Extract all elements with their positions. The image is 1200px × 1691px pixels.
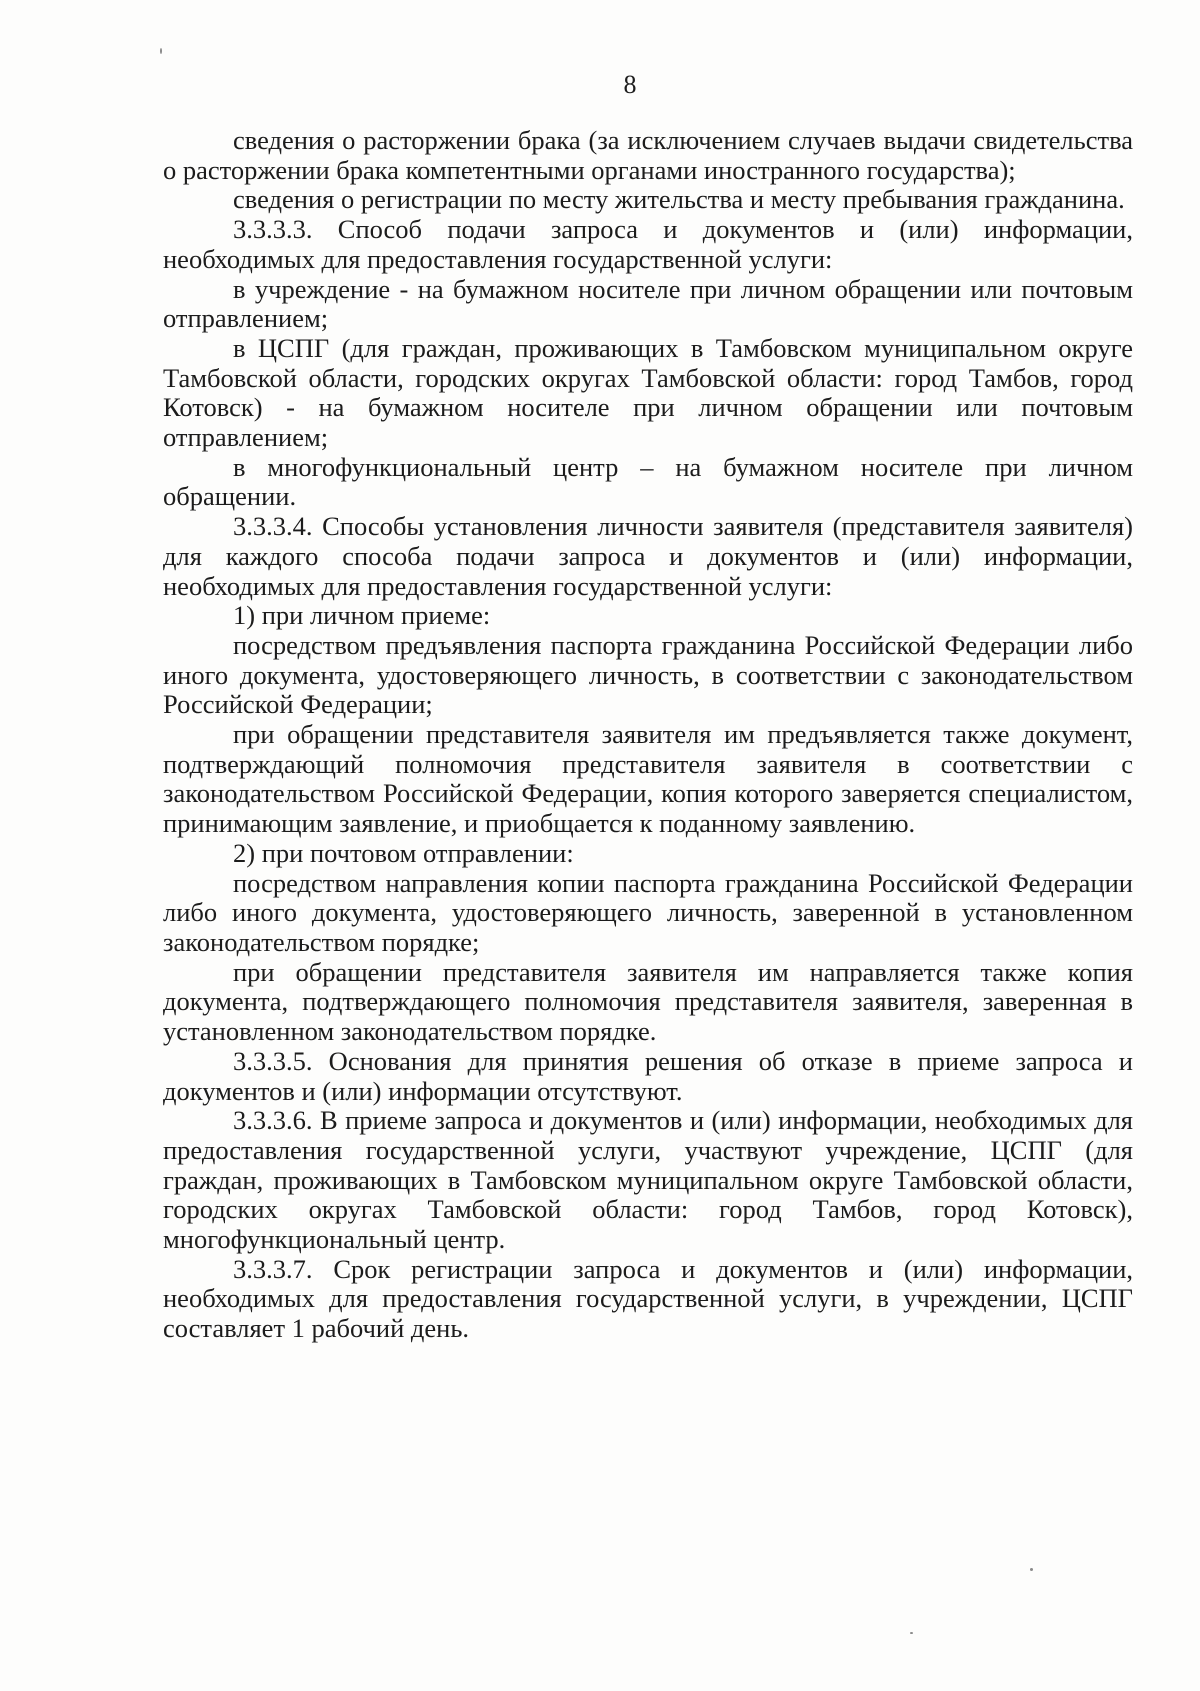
paragraph: 3.3.3.4. Способы установления личности заявителя (представителя заявителя) для каждого способа подачи запроса и документов и (или) информации, необходимых для предоставления государственной услуги: [163,511,1133,601]
paragraph: в многофункциональный центр – на бумажном носителе при личном обращении. [163,451,1133,512]
paragraph: посредством предъявления паспорта гражданина Российской Федерации либо иного документа, удостоверяющего личность, в соответствии с законодательством Российской Федерации; [163,629,1133,720]
paragraph: 3.3.3.6. В приеме запроса и документов и (или) информации, необходимых для предоставления государственной услуги, участвуют учреждение, ЦСПГ (для граждан, проживающих в Тамбовском муниципальном округе Тамбовской области, городских округах Тамбовской области: город Тамбов, город Котовск), многофункциональный центр. [163,1105,1133,1255]
paragraph: 2) при почтовом отправлении: [233,837,574,868]
paragraph: при обращении представителя заявителя им предъявляется также документ, подтверждающий полномочия представителя заявителя в соответствии с законодательством Российской Федерации, копия которого заверяется специалистом, принимающим заявление, и приобщается к поданному заявлению. [163,719,1133,839]
paragraph: 3.3.3.5. Основания для принятия решения об отказе в приеме запроса и документов и (или) информации отсутствуют. [163,1045,1133,1106]
paragraph: посредством направления копии паспорта гражданина Российской Федерации либо иного документа, удостоверяющего личность, заверенной в установленном законодательством порядке; [163,867,1133,957]
paragraph: сведения о регистрации по месту жительства и месту пребывания гражданина. [233,184,1125,215]
document-body [163,126,1133,1344]
paragraph: в учреждение - на бумажном носителе при личном обращении или почтовым отправлением; [163,273,1133,334]
paragraph: в ЦСПГ (для граждан, проживающих в Тамбовском муниципальном округе Тамбовской области, городских округах Тамбовской области: город Тамбов, город Котовск) - на бумажном носителе при личном обращении или почтовым отправлением; [163,332,1133,453]
scan-speck [910,1632,913,1634]
paragraph: 3.3.3.3. Способ подачи запроса и документов и (или) информации, необходимых для предоставления государственной услуги: [163,214,1133,274]
paragraph: 1) при личном приеме: [233,600,491,631]
scan-speck [160,48,162,54]
paragraph: 3.3.3.7. Срок регистрации запроса и документов и (или) информации, необходимых для предоставления государственной услуги, в учреждении, ЦСПГ составляет 1 рабочий день. [163,1253,1133,1344]
paragraph: сведения о расторжении брака (за исключением случаев выдачи свидетельства о расторжении брака компетентными органами иностранного государства); [163,125,1133,185]
page-number: 8 [623,70,637,99]
paragraph: при обращении представителя заявителя им направляется также копия документа, подтверждающего полномочия представителя заявителя, заверенная в установленном законодательством порядке. [163,956,1133,1047]
scan-speck [1030,1568,1033,1571]
